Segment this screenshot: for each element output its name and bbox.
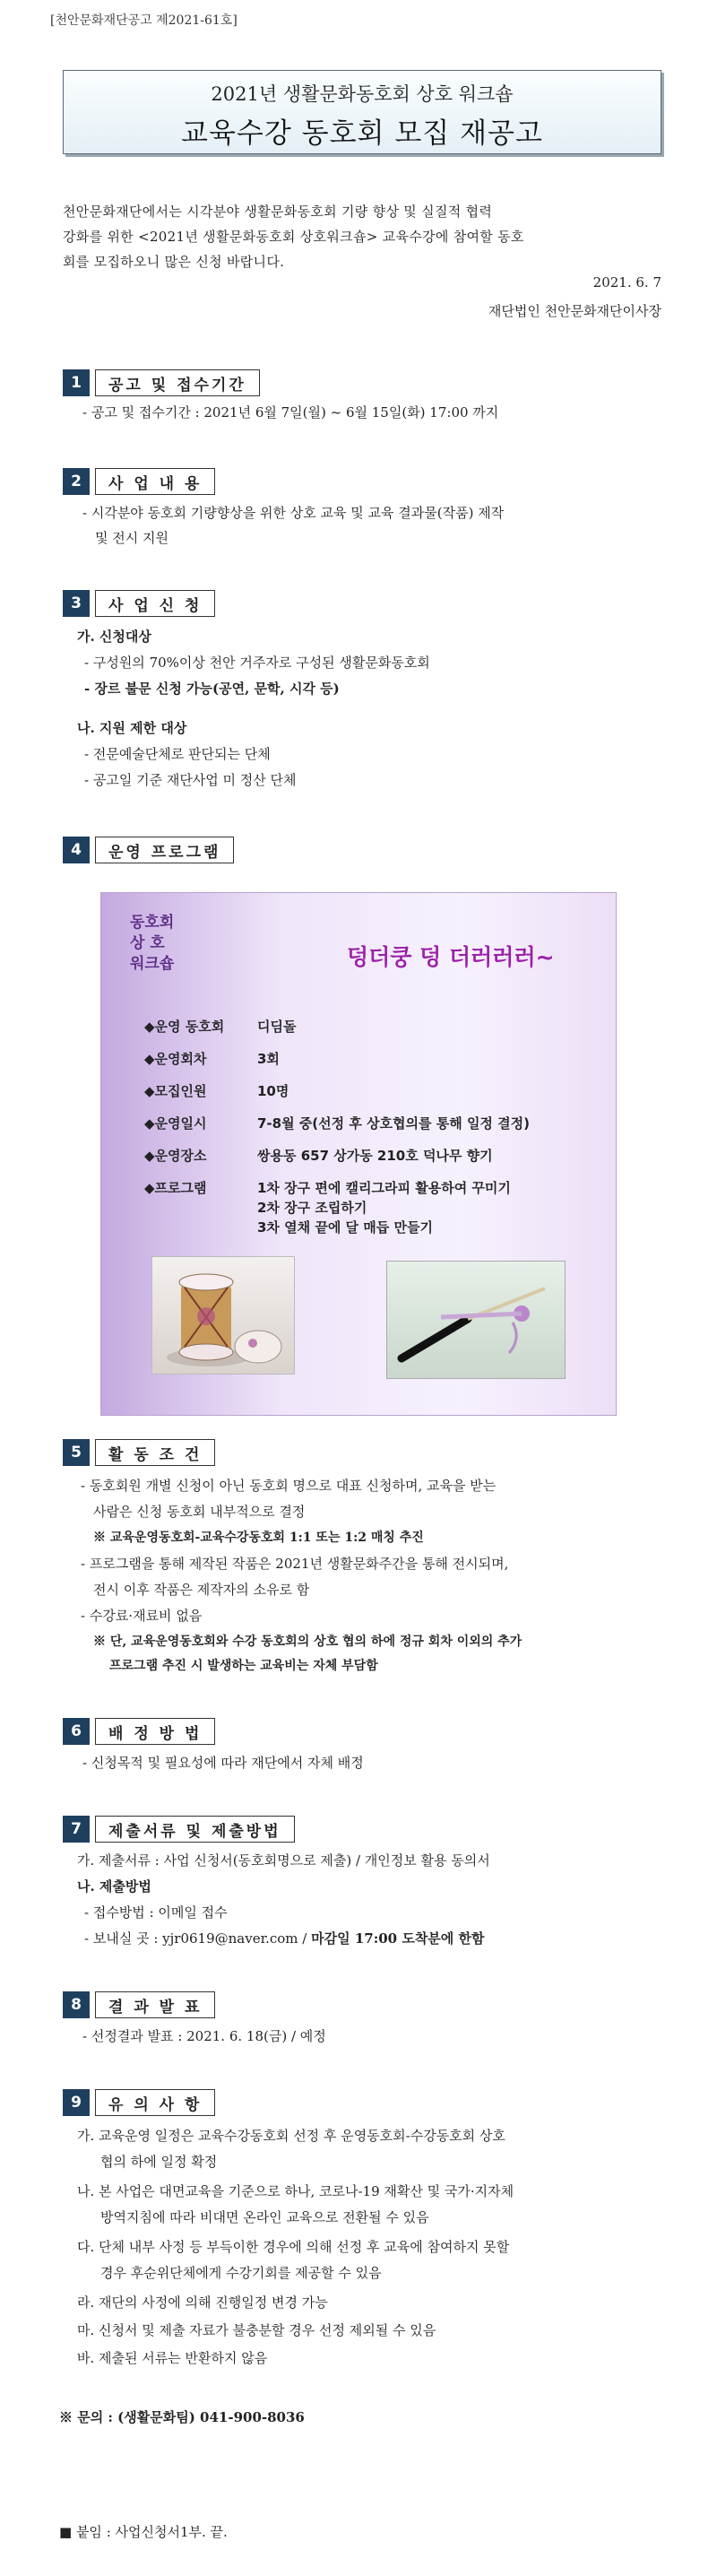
section-8-header bbox=[63, 1991, 215, 2018]
deadline-note: 마감일 17:00 도착분에 한함 bbox=[311, 1930, 485, 1947]
s9-ma: 마. 신청서 및 제출 자료가 불충분할 경우 선정 제외될 수 있음 bbox=[77, 2322, 436, 2338]
section-number: 4 bbox=[63, 837, 90, 863]
s5-line-6: - 수강료·재료비 없음 bbox=[81, 1608, 203, 1624]
intro-paragraph bbox=[63, 199, 661, 274]
s9-ga-2: 협의 하에 일정 확정 bbox=[100, 2154, 218, 2170]
poster-row-value: 10명 bbox=[257, 1083, 289, 1099]
title-line-2: 교육수강 동호회 모집 재공고 bbox=[181, 117, 543, 150]
section-title: 운영 프로그램 bbox=[95, 837, 234, 863]
section-title: 유 의 사 항 bbox=[95, 2089, 215, 2116]
poster-row-value: 3회 bbox=[257, 1051, 280, 1067]
poster-row-value: 쌍용동 657 상가동 210호 덕나무 향기 bbox=[257, 1148, 493, 1164]
poster-program-3: 3차 열채 끝에 달 매듭 만들기 bbox=[257, 1219, 433, 1236]
poster-row-label: ◆운영 동호회 bbox=[144, 1019, 225, 1035]
poster-row-label: ◆운영회차 bbox=[144, 1051, 207, 1067]
section-3-header bbox=[63, 590, 215, 617]
s5-note-matching: ※ 교육운영동호회-교육수강동호회 1:1 또는 1:2 매칭 추진 bbox=[93, 1531, 424, 1545]
section-4-header bbox=[63, 837, 234, 863]
s5-line-1: - 동호회원 개별 신청이 아닌 동호회 명으로 대표 신청하며, 교육을 받는 bbox=[81, 1478, 497, 1494]
section-title: 결 과 발 표 bbox=[95, 1991, 215, 2018]
program-poster bbox=[100, 892, 617, 1416]
intro-line-2: 강화를 위한 <2021년 생활문화동호회 상호워크숍> 교육수강에 참여할 동호 bbox=[63, 229, 524, 245]
s5-note-extra-2: 프로그램 추진 시 발생하는 교육비는 자체 부담함 bbox=[109, 1659, 378, 1673]
poster-row-label: ◆모집인원 bbox=[144, 1083, 207, 1099]
s3-restrict-heading: 나. 지원 제한 대상 bbox=[77, 720, 187, 736]
poster-tag bbox=[130, 913, 174, 975]
s7-method-1: - 접수방법 : 이메일 접수 bbox=[84, 1904, 228, 1921]
section-number: 6 bbox=[63, 1718, 90, 1745]
contact-info: ※ 문의 : (생활문화팀) 041-900-8036 bbox=[59, 2409, 305, 2425]
poster-row-label: ◆운영장소 bbox=[144, 1148, 207, 1164]
s6-line-1: - 신청목적 및 필요성에 따라 재단에서 자체 배정 bbox=[82, 1755, 364, 1771]
s5-line-5: 전시 이후 작품은 제작자의 소유로 함 bbox=[93, 1582, 310, 1598]
s9-na-1: 나. 본 사업은 대면교육을 기준으로 하나, 코로나-19 재확산 및 국가·지자체 bbox=[77, 2183, 514, 2199]
poster-tag-line: 상 호 bbox=[130, 934, 165, 952]
section-number: 3 bbox=[63, 590, 90, 617]
s5-line-4: - 프로그램을 통해 제작된 작품은 2021년 생활문화주간을 통해 전시되며, bbox=[81, 1556, 509, 1572]
section-6-header bbox=[63, 1718, 215, 1745]
poster-row-label: ◆운영일시 bbox=[144, 1115, 207, 1132]
title-line-1: 2021년 생활문화동호회 상호 워크숍 bbox=[211, 83, 514, 105]
section-number: 1 bbox=[63, 369, 90, 396]
s9-da-2: 경우 후순위단체에게 수강기회를 제공할 수 있음 bbox=[100, 2265, 382, 2281]
title-box bbox=[63, 70, 661, 154]
s3-restrict-2: - 공고일 기준 재단사업 미 정산 단체 bbox=[84, 772, 297, 788]
s3-target-1: - 구성원의 70%이상 천안 거주자로 구성된 생활문화동호회 bbox=[84, 655, 430, 671]
intro-line-3: 회를 모집하오니 많은 신청 바랍니다. bbox=[63, 254, 285, 270]
s5-line-2: 사람은 신청 동호회 내부적으로 결정 bbox=[93, 1504, 306, 1520]
poster-tag-line: 동호회 bbox=[130, 914, 175, 932]
poster-tag-line: 워크숍 bbox=[130, 955, 175, 973]
drumstick-photo bbox=[386, 1261, 566, 1379]
s9-ra: 라. 재단의 사정에 의해 진행일정 변경 가능 bbox=[77, 2294, 328, 2311]
section-2-header bbox=[63, 468, 215, 495]
section-title: 활 동 조 건 bbox=[95, 1439, 215, 1466]
poster-row-value: 디딤돌 bbox=[257, 1019, 297, 1035]
s3-target-heading: 가. 신청대상 bbox=[77, 629, 151, 645]
s7-method-2 bbox=[84, 1928, 485, 1949]
section-number: 2 bbox=[63, 468, 90, 495]
section-9-header bbox=[63, 2089, 215, 2116]
intro-line-1: 천안문화재단에서는 시각분야 생활문화동호회 기량 향상 및 실질적 협력 bbox=[63, 204, 493, 220]
section-number: 9 bbox=[63, 2089, 90, 2116]
s7-method-heading: 나. 제출방법 bbox=[77, 1878, 151, 1895]
s9-ba: 바. 제출된 서류는 반환하지 않음 bbox=[77, 2350, 268, 2366]
section-number: 8 bbox=[63, 1991, 90, 2018]
s3-restrict-1: - 전문예술단체로 판단되는 단체 bbox=[84, 746, 271, 762]
submission-email: - 보내실 곳 : yjr0619@naver.com / bbox=[84, 1930, 312, 1947]
issuer: 재단법인 천안문화재단이사장 bbox=[488, 303, 661, 319]
section-title: 제출서류 및 제출방법 bbox=[95, 1816, 295, 1843]
section-title: 배 정 방 법 bbox=[95, 1718, 215, 1745]
poster-row-value: 1차 장구 편에 캘리그라피 활용하여 꾸미기 bbox=[257, 1180, 511, 1196]
s3-target-2: - 장르 불문 신청 가능(공연, 문학, 시각 등) bbox=[84, 681, 340, 697]
section-title: 사 업 내 용 bbox=[95, 468, 215, 495]
s2-line-2: 및 전시 지원 bbox=[95, 530, 168, 546]
s9-na-2: 방역지침에 따라 비대면 온라인 교육으로 전환될 수 있음 bbox=[100, 2209, 429, 2225]
s7-documents: 가. 제출서류 : 사업 신청서(동호회명으로 제출) / 개인정보 활용 동의서 bbox=[77, 1852, 490, 1869]
poster-headline: 덩더쿵 덩 더러러러~ bbox=[347, 944, 555, 970]
s5-note-extra: ※ 단, 교육운영동호회와 수강 동호회의 상호 협의 하에 정규 회차 이외의 추가 bbox=[93, 1635, 523, 1649]
s9-ga-1: 가. 교육운영 일정은 교육수강동호회 선정 후 운영동호회-수강동호회 상호 bbox=[77, 2128, 505, 2144]
poster-program-2: 2차 장구 조립하기 bbox=[257, 1200, 367, 1216]
janggu-photo bbox=[151, 1256, 295, 1375]
section-number: 5 bbox=[63, 1439, 90, 1466]
notice-date: 2021. 6. 7 bbox=[592, 274, 661, 291]
section-title: 공고 및 접수기간 bbox=[95, 369, 260, 396]
section-number: 7 bbox=[63, 1816, 90, 1843]
section-title: 사 업 신 청 bbox=[95, 590, 215, 617]
section-7-header bbox=[63, 1816, 295, 1843]
poster-row-label: ◆프로그램 bbox=[144, 1180, 207, 1196]
section-5-header bbox=[63, 1439, 215, 1466]
s2-line-1: - 시각분야 동호회 기량향상을 위한 상호 교육 및 교육 결과물(작품) 제작 bbox=[82, 505, 505, 521]
section-1-header bbox=[63, 369, 260, 396]
attachment-note: ■ 붙임 : 사업신청서1부. 끝. bbox=[59, 2524, 228, 2540]
s1-period: - 공고 및 접수기간 : 2021년 6월 7일(월) ~ 6월 15일(화) 17:00 까지 bbox=[82, 404, 499, 421]
s9-da-1: 다. 단체 내부 사정 등 부득이한 경우에 의해 선정 후 교육에 참여하지 못할 bbox=[77, 2239, 510, 2255]
s8-line-1: - 선정결과 발표 : 2021. 6. 18(금) / 예정 bbox=[82, 2028, 326, 2044]
notice-number: [천안문화재단공고 제2021-61호] bbox=[50, 13, 238, 28]
poster-row-value: 7-8월 중(선정 후 상호협의를 통해 일정 결정) bbox=[257, 1115, 530, 1132]
